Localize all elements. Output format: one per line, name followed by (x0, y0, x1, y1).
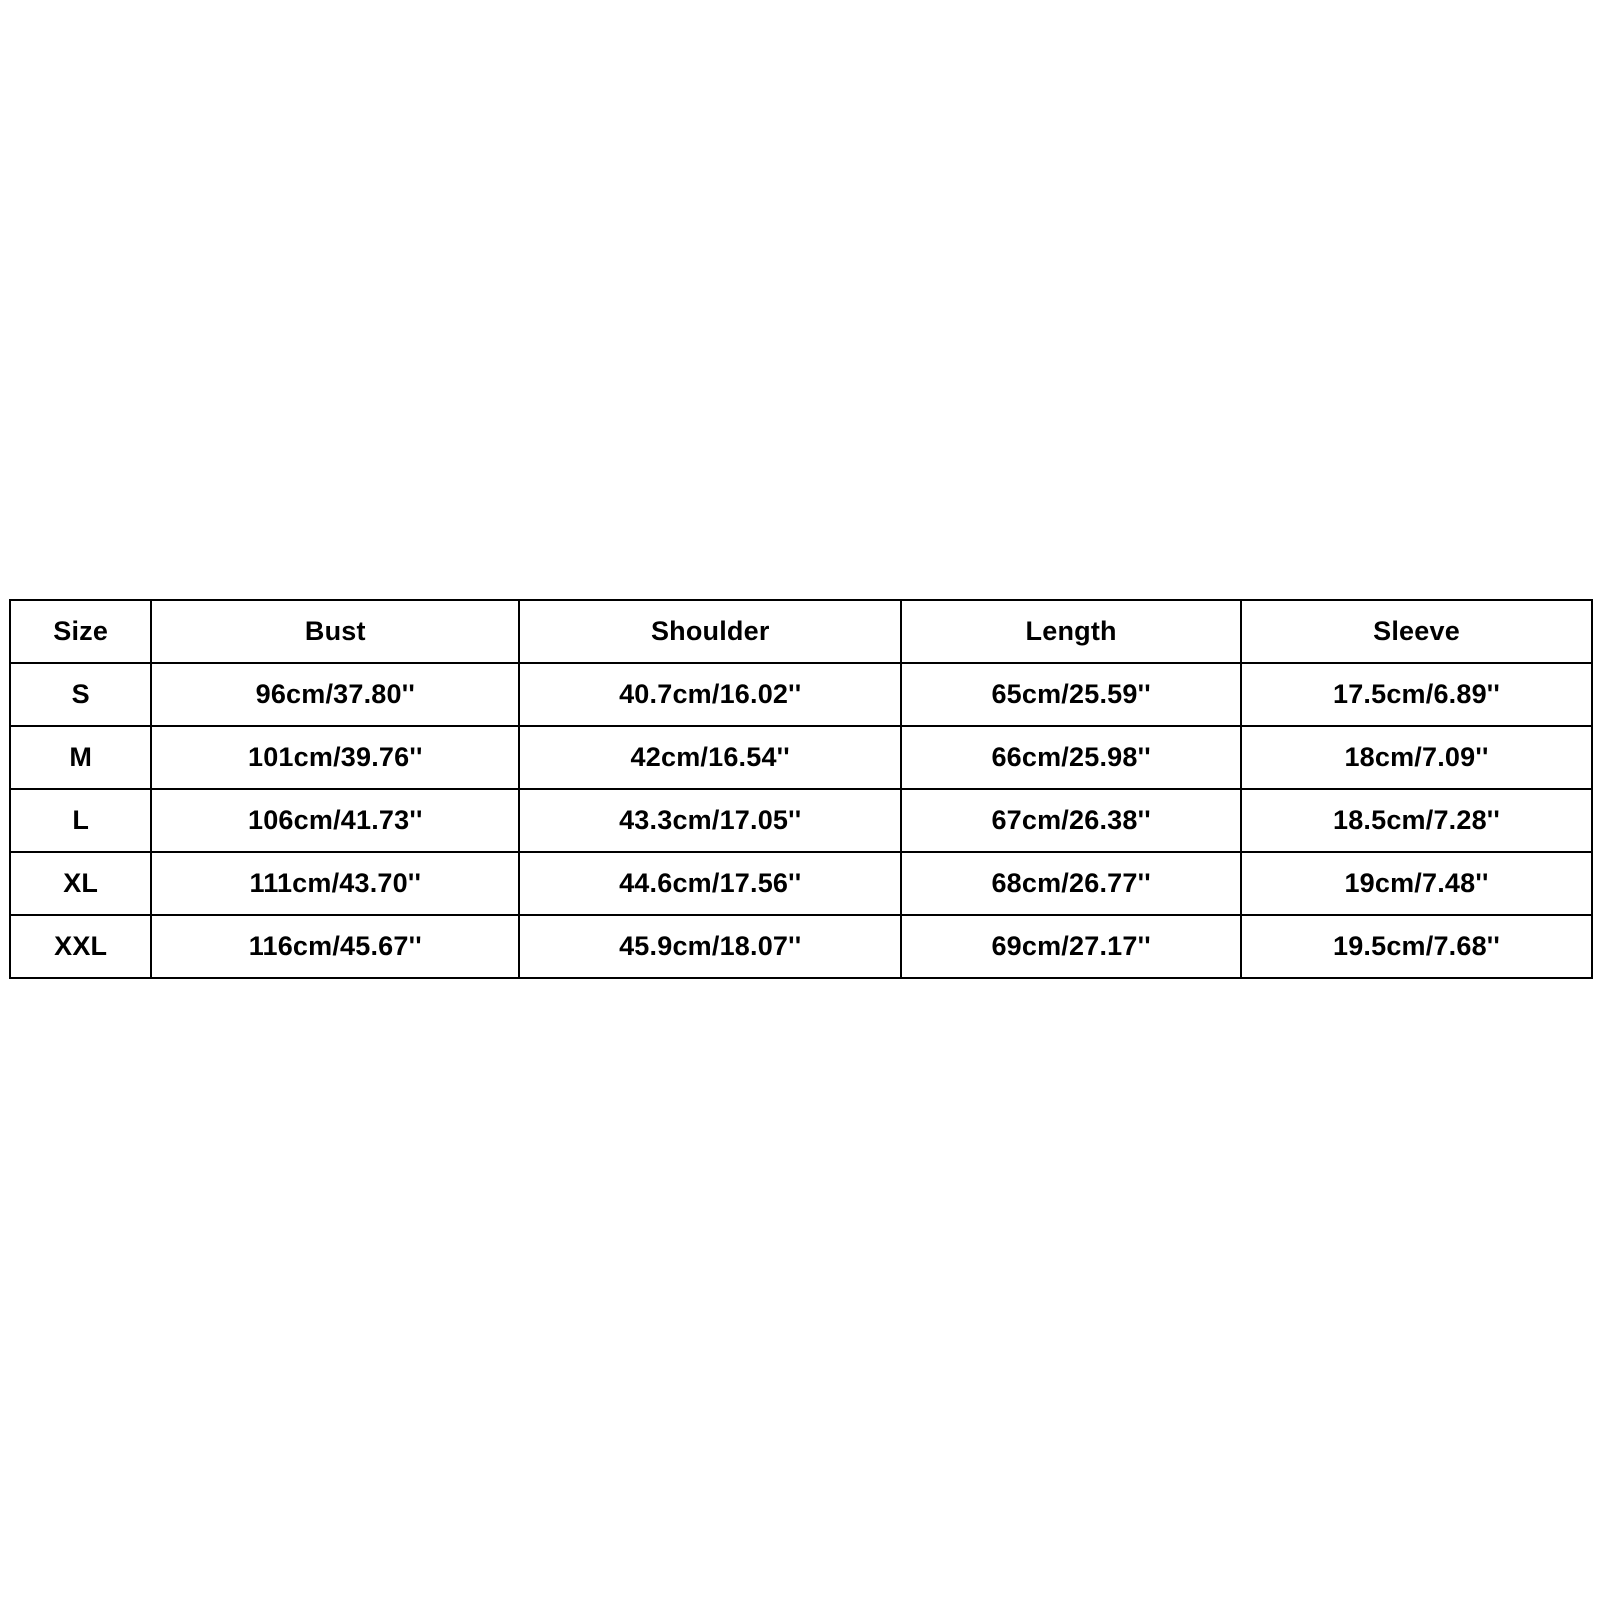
sleeve-cell: 19.5cm/7.68'' (1241, 915, 1592, 978)
sleeve-cell: 19cm/7.48'' (1241, 852, 1592, 915)
size-cell: S (10, 663, 151, 726)
shoulder-cell: 42cm/16.54'' (519, 726, 901, 789)
size-cell: XXL (10, 915, 151, 978)
table-header-row (10, 600, 1592, 663)
length-cell: 68cm/26.77'' (901, 852, 1241, 915)
size-cell: L (10, 789, 151, 852)
header-size: Size (10, 600, 151, 663)
length-cell: 69cm/27.17'' (901, 915, 1241, 978)
length-cell: 65cm/25.59'' (901, 663, 1241, 726)
size-cell: M (10, 726, 151, 789)
table-row (10, 726, 1592, 789)
table-row (10, 789, 1592, 852)
bust-cell: 106cm/41.73'' (151, 789, 519, 852)
bust-cell: 116cm/45.67'' (151, 915, 519, 978)
length-cell: 66cm/25.98'' (901, 726, 1241, 789)
shoulder-cell: 43.3cm/17.05'' (519, 789, 901, 852)
bust-cell: 111cm/43.70'' (151, 852, 519, 915)
size-cell: XL (10, 852, 151, 915)
header-length: Length (901, 600, 1241, 663)
shoulder-cell: 44.6cm/17.56'' (519, 852, 901, 915)
shoulder-cell: 40.7cm/16.02'' (519, 663, 901, 726)
length-cell: 67cm/26.38'' (901, 789, 1241, 852)
table-row (10, 852, 1592, 915)
header-bust: Bust (151, 600, 519, 663)
sleeve-cell: 18cm/7.09'' (1241, 726, 1592, 789)
table-row (10, 663, 1592, 726)
bust-cell: 96cm/37.80'' (151, 663, 519, 726)
header-shoulder: Shoulder (519, 600, 901, 663)
sleeve-cell: 18.5cm/7.28'' (1241, 789, 1592, 852)
shoulder-cell: 45.9cm/18.07'' (519, 915, 901, 978)
sleeve-cell: 17.5cm/6.89'' (1241, 663, 1592, 726)
bust-cell: 101cm/39.76'' (151, 726, 519, 789)
size-chart-table (9, 599, 1593, 979)
header-sleeve: Sleeve (1241, 600, 1592, 663)
table-row (10, 915, 1592, 978)
